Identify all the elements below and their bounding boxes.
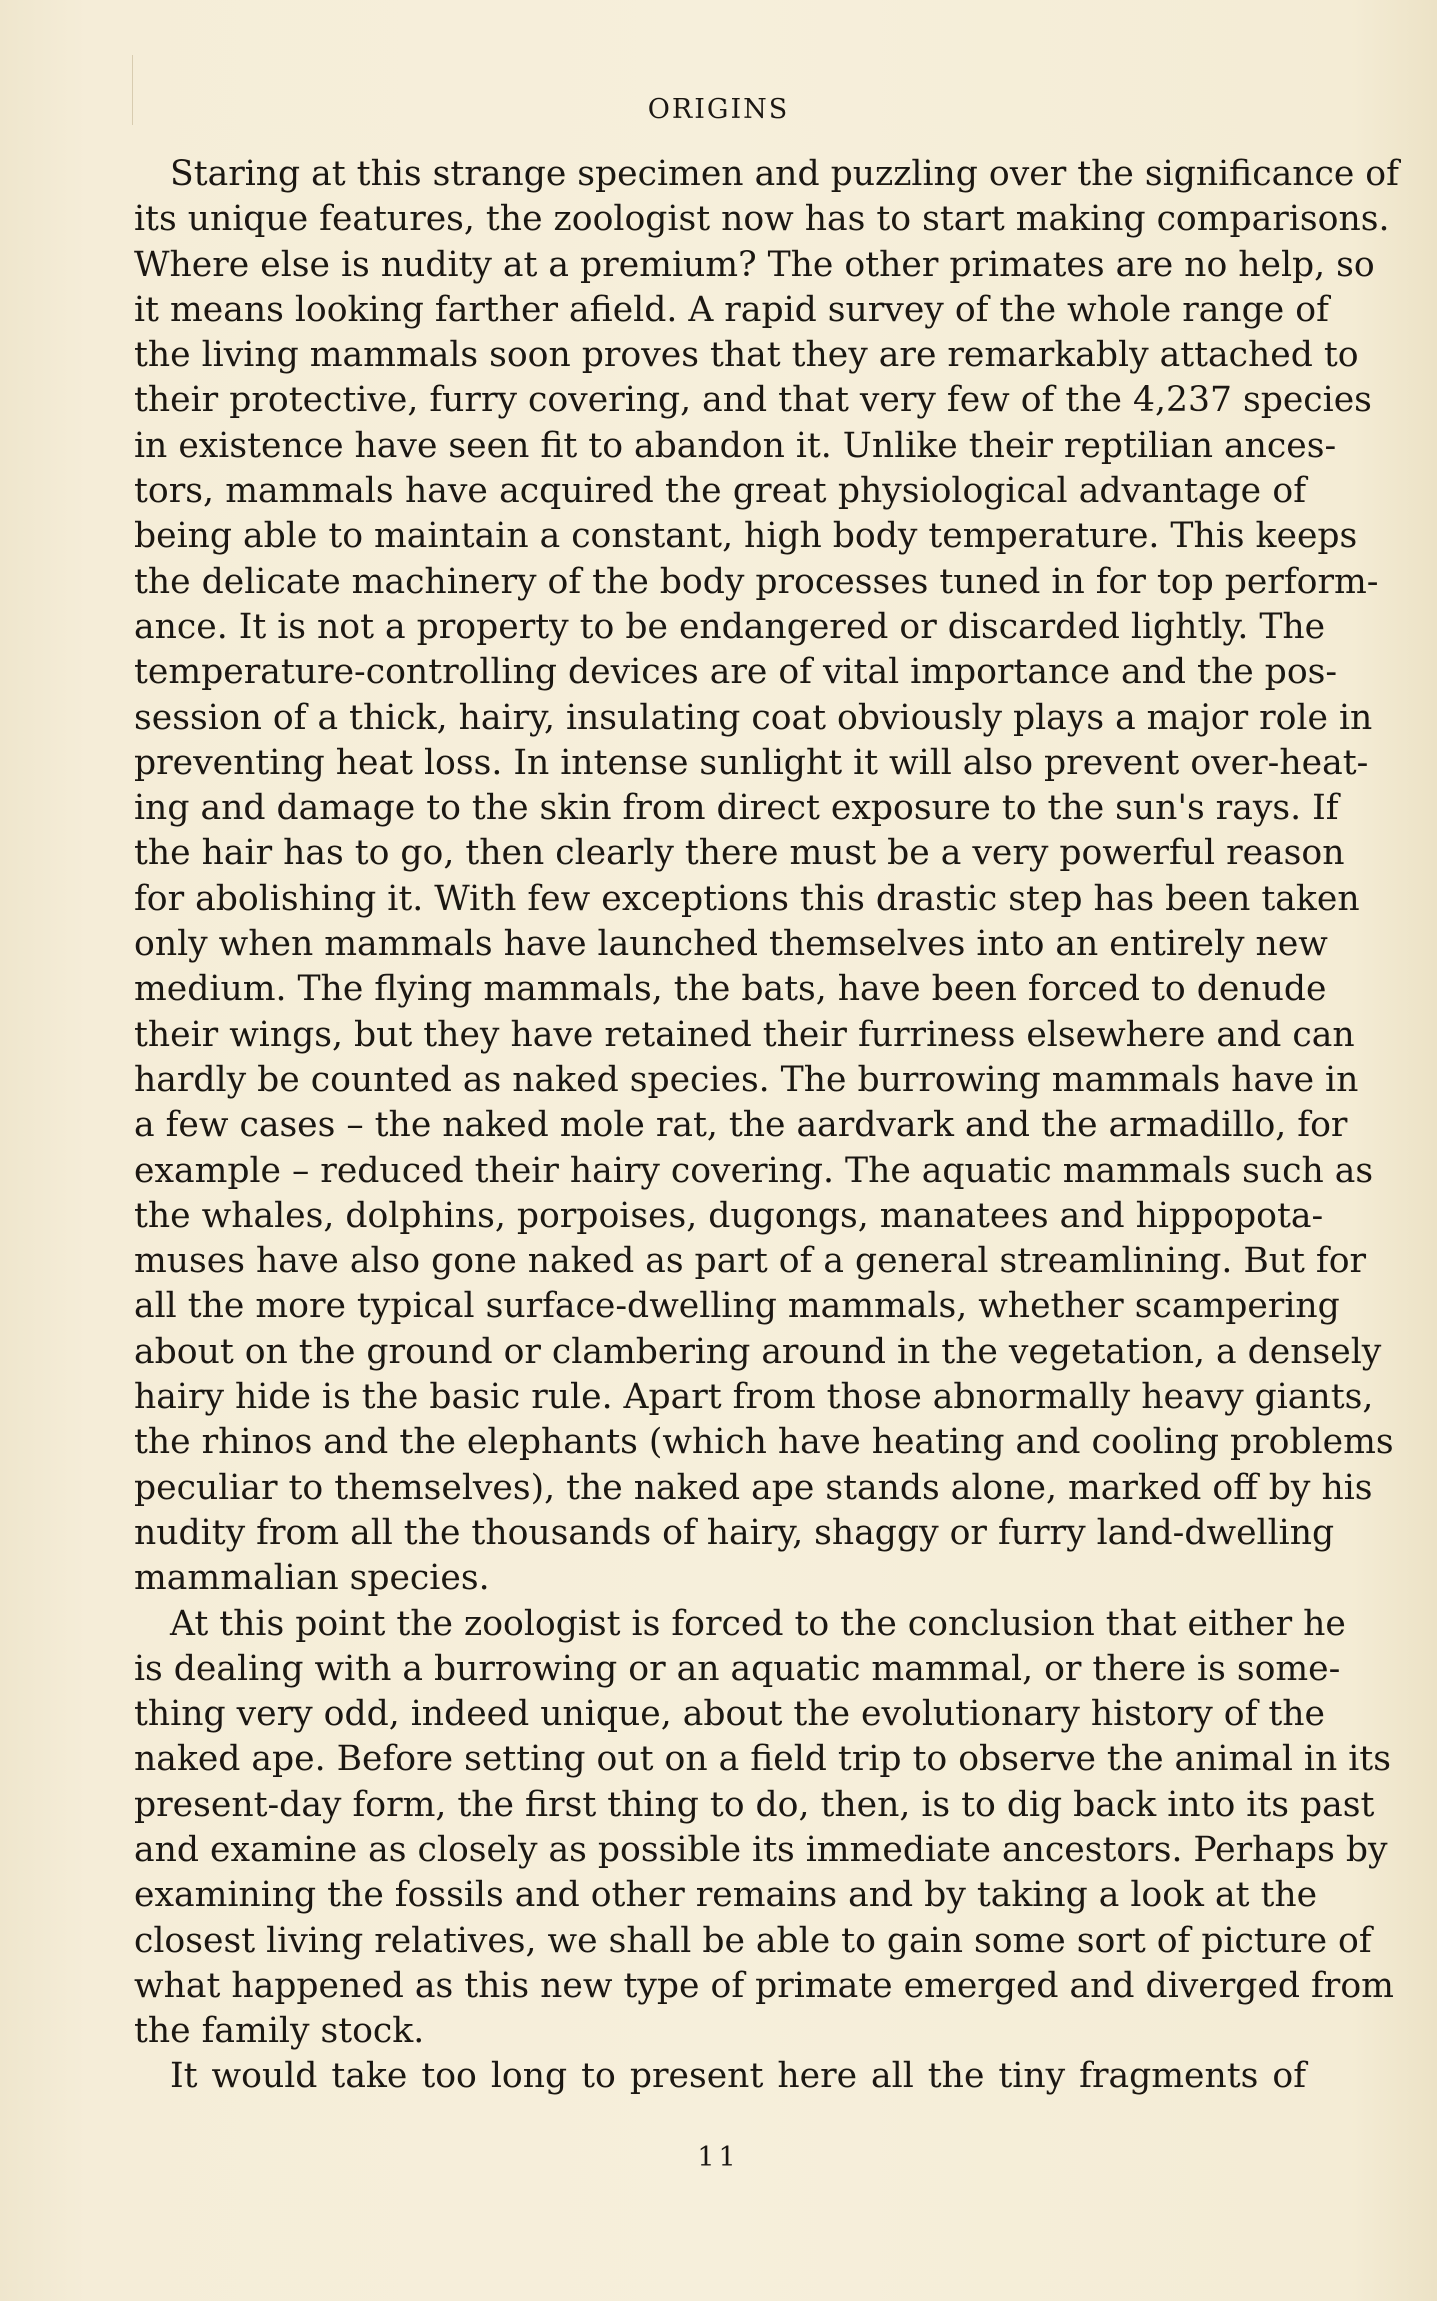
text-line: medium. The flying mammals, the bats, have been forced to denude [134, 969, 1327, 1010]
text-line: ance. It is not a property to be endangered or discarded lightly. The [134, 606, 1326, 647]
text-line: for abolishing it. With few exceptions this drastic step has been taken [134, 878, 1360, 919]
paragraph [134, 152, 1399, 1602]
text-line: its unique features, the zoologist now has to start making comparisons. [134, 199, 1390, 240]
text-line: Staring at this strange specimen and puzzling over the significance of [170, 154, 1399, 194]
text-line: muses have also gone naked as part of a general streamlining. But for [134, 1241, 1367, 1282]
text-line: being able to maintain a constant, high body temperature. This keeps [134, 516, 1358, 557]
text-line: examining the fossils and other remains and by taking a look at the [134, 1875, 1318, 1916]
text-line: what happened as this new type of primate emerged and diverged from [134, 1965, 1394, 2006]
text-line: thing very odd, indeed unique, about the evolutionary history of the [134, 1694, 1325, 1735]
text-line: the rhinos and the elephants (which have heating and cooling problems [134, 1422, 1394, 1463]
text-line: temperature-controlling devices are of vital importance and the pos- [134, 652, 1338, 693]
text-line: nudity from all the thousands of hairy, shaggy or furry land-dwelling [134, 1512, 1335, 1553]
text-line: the delicate machinery of the body processes tuned in for top perform- [134, 561, 1379, 602]
text-line: a few cases – the naked mole rat, the aardvark and the armadillo, for [134, 1105, 1348, 1146]
text-line: Where else is nudity at a premium? The other primates are no help, so [134, 244, 1375, 285]
text-line: and examine as closely as possible its immediate ancestors. Perhaps by [134, 1829, 1388, 1870]
text-line: the hair has to go, then clearly there must be a very powerful reason [134, 833, 1345, 874]
text-line: present-day form, the first thing to do, then, is to dig back into its past [134, 1784, 1375, 1825]
text-line: their wings, but they have retained their furriness elsewhere and can [134, 1014, 1355, 1055]
text-line: in existence have seen fit to abandon it. Unlike their reptilian ances- [134, 425, 1337, 466]
text-line: all the more typical surface-dwelling mammals, whether scampering [134, 1286, 1340, 1327]
text-line: it means looking farther afield. A rapid survey of the whole range of [134, 289, 1329, 330]
text-line: the family stock. [134, 2011, 425, 2052]
text-line: hairy hide is the basic rule. Apart from those abnormally heavy giants, [134, 1377, 1374, 1418]
text-line: peculiar to themselves), the naked ape stands alone, marked off by his [134, 1467, 1373, 1508]
text-line: ing and damage to the skin from direct exposure to the sun's rays. If [134, 788, 1339, 829]
body-text [134, 152, 1399, 2100]
text-line: is dealing with a burrowing or an aquatic mammal, or there is some- [134, 1648, 1341, 1689]
text-line: about on the ground or clambering around in the vegetation, a densely [134, 1331, 1382, 1372]
paragraph [134, 2054, 1306, 2099]
page-number: 11 [697, 2142, 740, 2173]
text-line: closest living relatives, we shall be able to gain some sort of picture of [134, 1920, 1372, 1961]
text-line: the living mammals soon proves that they are remarkably attached to [134, 335, 1359, 376]
text-line: naked ape. Before setting out on a field trip to observe the animal in its [134, 1739, 1391, 1780]
paragraph [134, 1602, 1394, 2055]
text-line: It would take too long to present here all the tiny fragments of [170, 2056, 1306, 2097]
running-head: ORIGINS [647, 94, 790, 125]
text-line: mammalian species. [134, 1558, 490, 1599]
text-line: hardly be counted as naked species. The burrowing mammals have in [134, 1059, 1359, 1100]
text-line: preventing heat loss. In intense sunlight it will also prevent over-heat- [134, 742, 1369, 783]
text-line: tors, mammals have acquired the great physiological advantage of [134, 471, 1306, 512]
text-line: their protective, furry covering, and that very few of the 4,237 species [134, 380, 1372, 421]
text-line: session of a thick, hairy, insulating coat obviously plays a major role in [134, 697, 1373, 738]
text-line: the whales, dolphins, porpoises, dugongs, manatees and hippopota- [134, 1195, 1324, 1236]
text-line: example – reduced their hairy covering. The aquatic mammals such as [134, 1150, 1374, 1191]
text-line: At this point the zoologist is forced to the conclusion that either he [170, 1603, 1346, 1644]
text-line: only when mammals have launched themselves into an entirely new [134, 924, 1328, 965]
